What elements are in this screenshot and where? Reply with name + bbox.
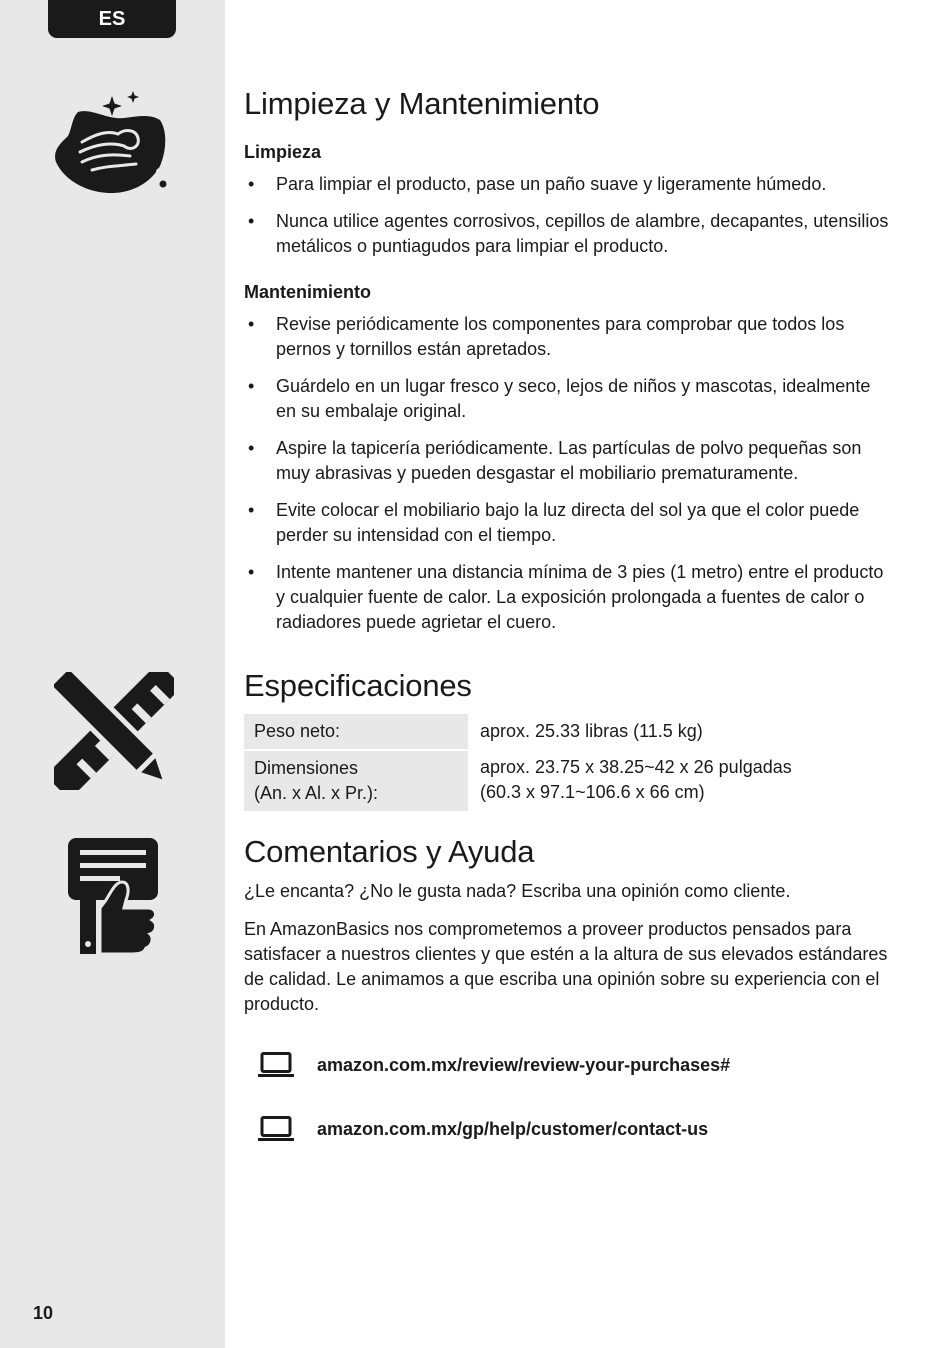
table-row bbox=[244, 714, 884, 750]
spec-value-text: (60.3 x 97.1~106.6 x 66 cm) bbox=[480, 782, 705, 802]
spec-label-text: Dimensiones bbox=[254, 758, 359, 778]
table-row bbox=[244, 750, 884, 812]
review-purchases-link[interactable]: amazon.com.mx/review/review-your-purchases# bbox=[317, 1054, 731, 1075]
cleaning-section-title: Limpieza y Mantenimiento bbox=[244, 86, 600, 121]
language-tab: ES bbox=[48, 0, 176, 38]
bullet-item: • Evite colocar el mobiliario bajo la luz directa del sol ya que el color puede perder su intensidad con el tiempo. bbox=[244, 498, 894, 548]
feedback-section-title: Comentarios y Ayuda bbox=[244, 834, 535, 869]
review-link-row bbox=[258, 1052, 730, 1078]
page-number: 10 bbox=[33, 1303, 54, 1323]
maintenance-subheading: Mantenimiento bbox=[244, 282, 372, 302]
cleaning-hand-cloth-icon bbox=[52, 90, 172, 194]
spec-label-text: (An. x Al. x Pr.): bbox=[254, 783, 379, 803]
bullet-item: • Revise periódicamente los componentes para comprobar que todos los pernos y tornillos están apretados. bbox=[244, 312, 894, 362]
maintenance-bullet-list bbox=[244, 312, 894, 647]
contact-us-link[interactable]: amazon.com.mx/gp/help/customer/contact-us bbox=[317, 1118, 709, 1139]
bullet-item: • Intente mantener una distancia mínima de 3 pies (1 metro) entre el producto y cualquier fuente de calor. La exposición prolongada a fuentes de calor o radiadores puede agrietar el cuero. bbox=[244, 560, 894, 635]
feedback-body: En AmazonBasics nos comprometemos a proveer productos pensados para satisfacer a nuestros clientes y que estén a la altura de sus elevados estándares de calidad. Le animamos a que escriba una opinión sobre su experiencia con el producto. bbox=[244, 919, 888, 1014]
spec-value bbox=[468, 750, 884, 812]
specs-table bbox=[244, 714, 884, 813]
feedback-intro: ¿Le encanta? ¿No le gusta nada? Escriba una opinión como cliente. bbox=[244, 881, 791, 901]
cleaning-bullet-list bbox=[244, 172, 894, 271]
laptop-icon bbox=[258, 1116, 294, 1142]
specs-section-title: Especificaciones bbox=[244, 668, 472, 703]
spec-value-text: aprox. 23.75 x 38.25~42 x 26 pulgadas bbox=[480, 757, 792, 777]
bullet-item: • Guárdelo en un lugar fresco y seco, lejos de niños y mascotas, idealmente en su embalaje original. bbox=[244, 374, 894, 424]
spec-label-text: Peso neto: bbox=[254, 721, 341, 741]
bullet-item: • Nunca utilice agentes corrosivos, cepillos de alambre, decapantes, utensilios metálicos o puntiagudos para limpiar el producto. bbox=[244, 209, 894, 259]
cleaning-subheading: Limpieza bbox=[244, 142, 322, 162]
spec-value-text: aprox. 25.33 libras (11.5 kg) bbox=[480, 721, 703, 741]
bullet-item: • Aspire la tapicería periódicamente. Las partículas de polvo pequeñas son muy abrasivas y pueden desgastar el mobiliario prematuramente. bbox=[244, 436, 894, 486]
spec-value bbox=[468, 714, 884, 750]
contact-link-row bbox=[258, 1116, 708, 1142]
feedback-thumbs-up-icon bbox=[66, 838, 160, 954]
ruler-pencil-icon bbox=[54, 672, 174, 790]
laptop-icon bbox=[258, 1052, 294, 1078]
spec-label bbox=[244, 714, 468, 750]
bullet-item: • Para limpiar el producto, pase un paño suave y ligeramente húmedo. bbox=[244, 172, 894, 197]
spec-label bbox=[244, 750, 468, 812]
sidebar bbox=[0, 0, 225, 1348]
